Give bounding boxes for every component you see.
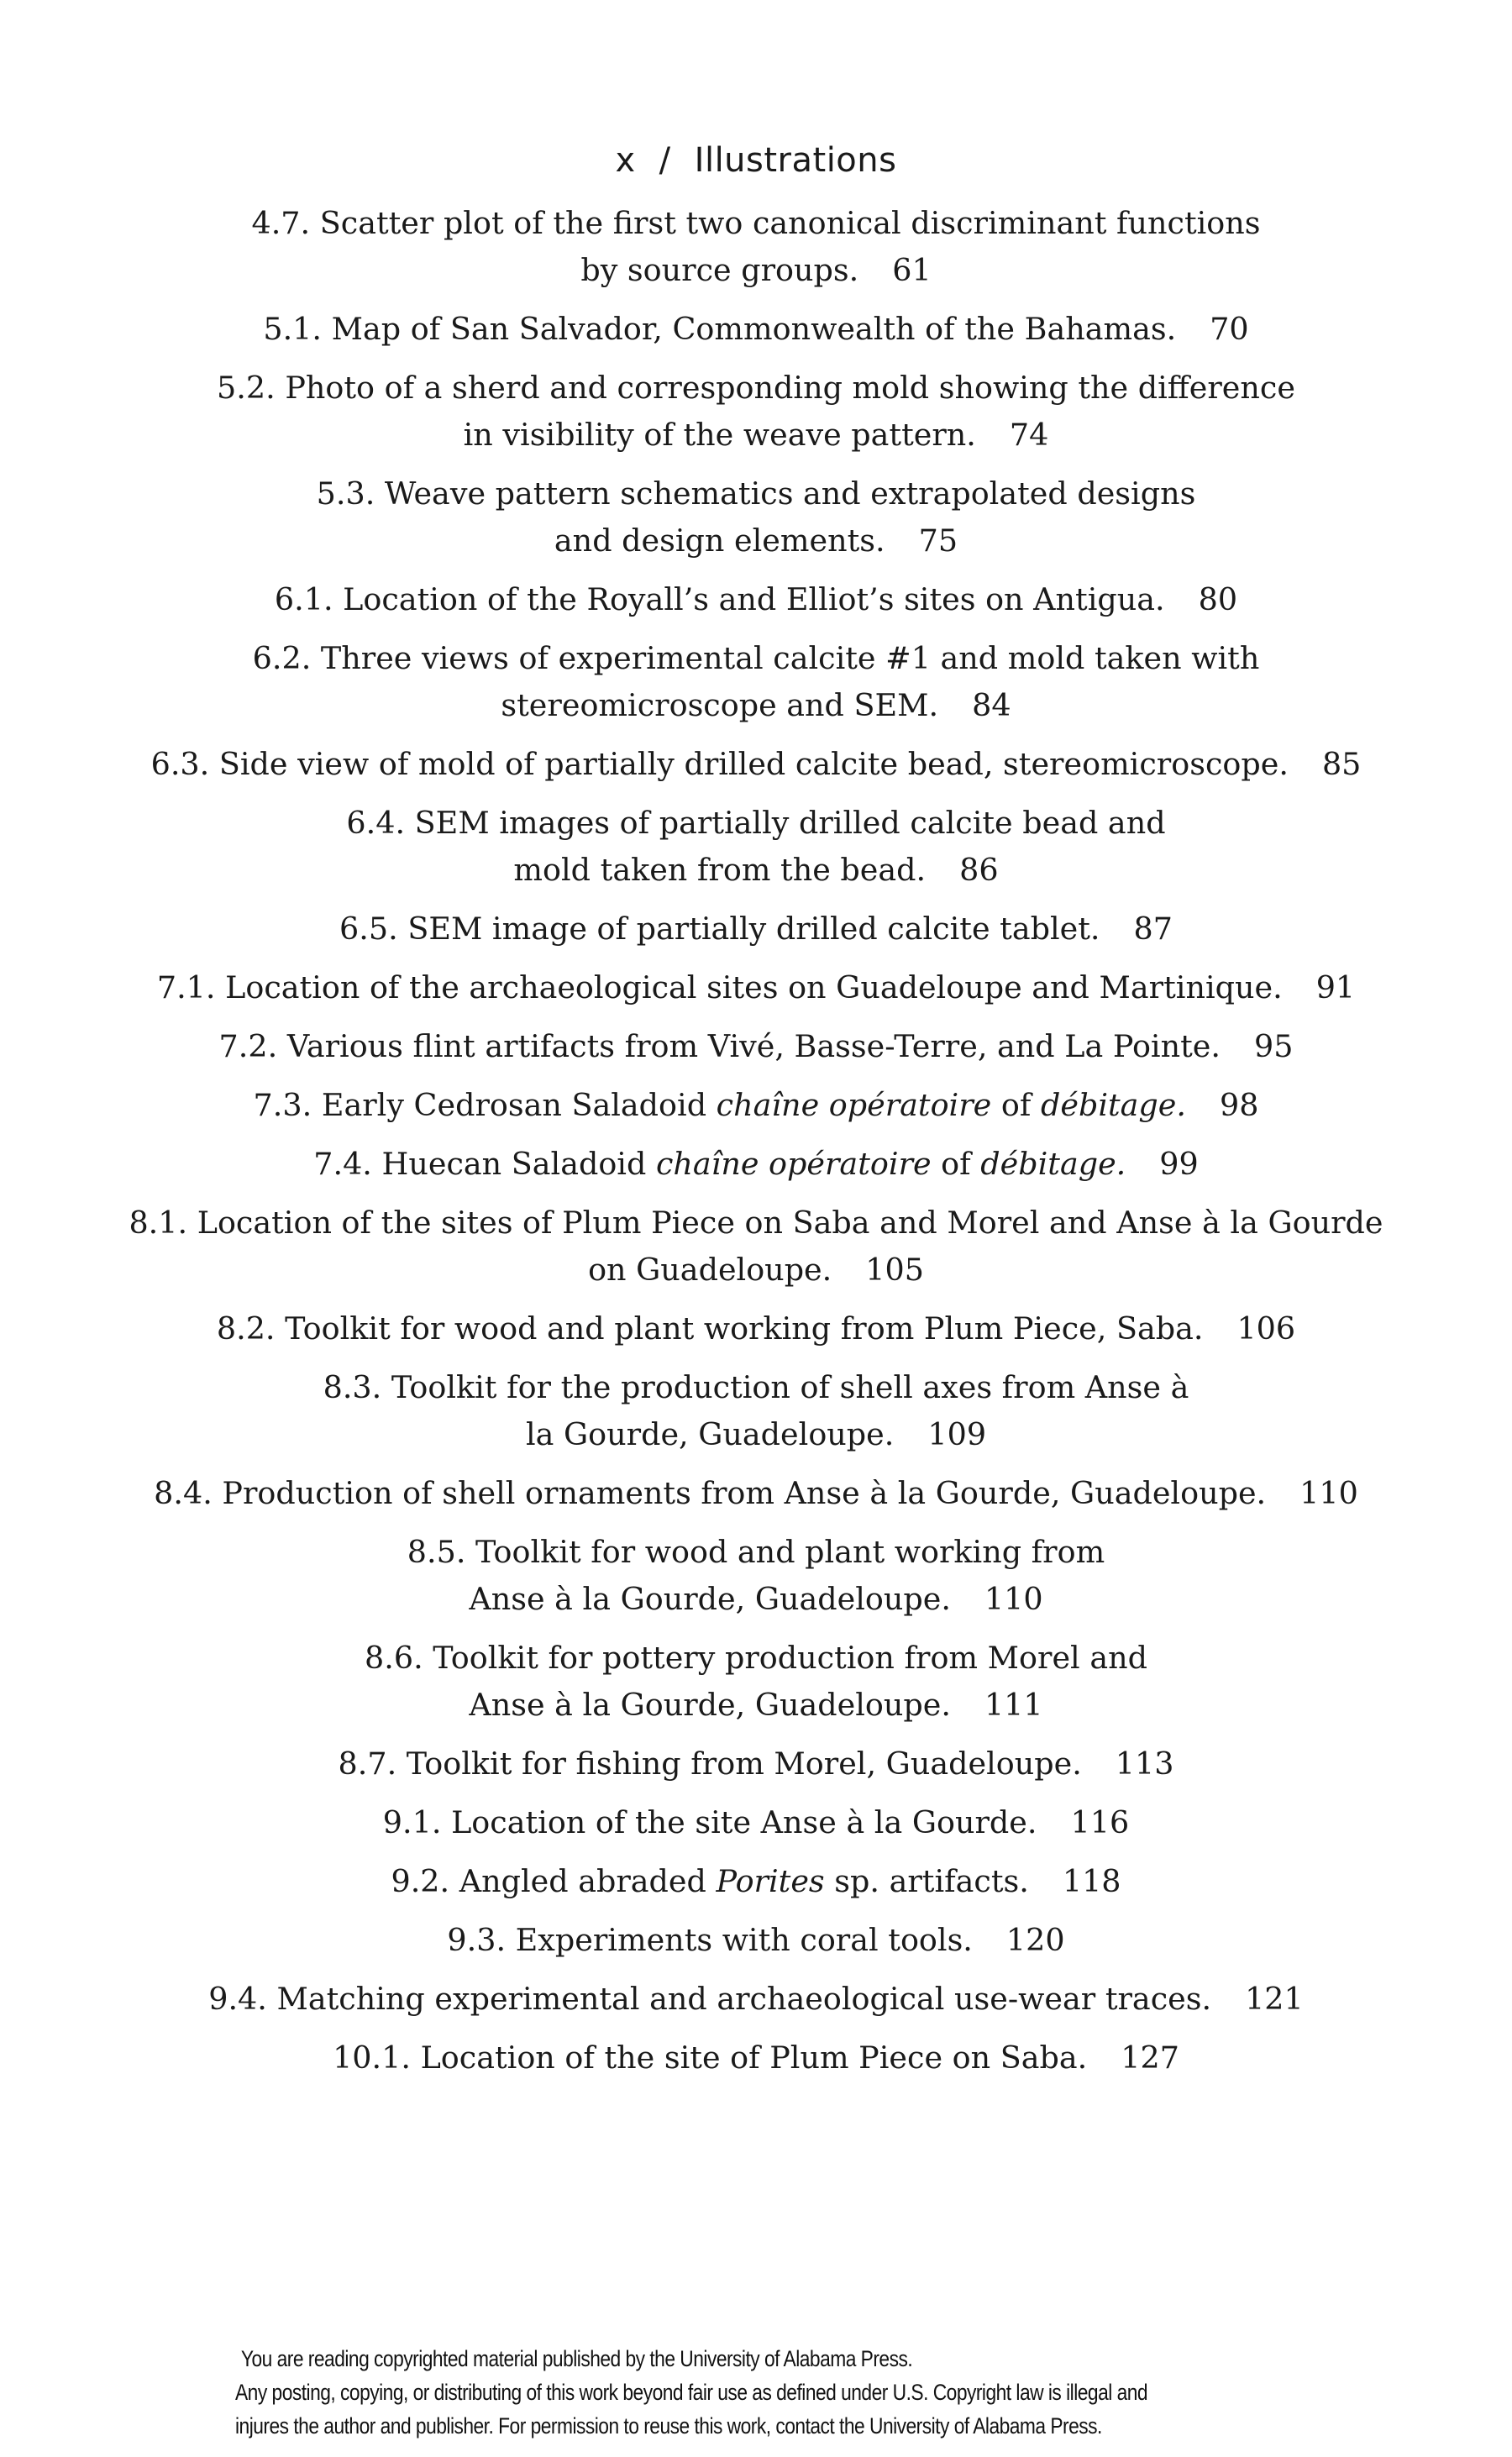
entry-page-number: 87 [1133,911,1173,947]
entry-caption: la Gourde, Guadeloupe. [525,1416,895,1452]
running-head-separator: / [659,141,671,180]
entry-caption: SEM image of partially drilled calcite tablet. [407,911,1100,947]
entry-line [126,847,1386,894]
entry-line [126,964,1386,1011]
entry-number: 4.7. [251,205,311,241]
illustration-entry [126,1200,1386,1294]
entry-number: 5.1. [263,311,323,347]
illustration-entry [126,1740,1386,1788]
entry-line [126,1976,1386,2023]
entry-caption: Toolkit for the production of shell axes from Anse à [391,1369,1189,1405]
entry-caption: stereomicroscope and SEM. [501,687,939,723]
entry-page-number: 109 [927,1416,987,1452]
illustration-entry [126,741,1386,788]
entry-number: 6.1. [274,581,333,617]
entry-number: 5.3. [316,475,375,512]
entry-page-number: 95 [1253,1028,1294,1064]
entry-caption: Side view of mold of partially drilled calcite bead, stereomicroscope. [218,746,1289,782]
entry-caption: Map of San Salvador, Commonwealth of the Bahamas. [331,311,1177,347]
illustration-entry [126,1470,1386,1517]
entry-caption: Toolkit for wood and plant working from Plum Piece, Saba. [285,1310,1204,1347]
entry-caption: of [931,1146,981,1182]
illustration-entry [126,1023,1386,1070]
entry-page-number: 118 [1062,1863,1121,1899]
entry-page-number: 70 [1210,311,1249,347]
entry-line [126,1082,1386,1129]
entry-caption: Matching experimental and archaeological use-wear traces. [276,1981,1212,2017]
entry-caption: sp. artifacts. [824,1863,1029,1899]
illustration-entry [126,576,1386,623]
illustration-entry [126,800,1386,894]
entry-page-number: 110 [1299,1475,1358,1511]
entry-line [126,1470,1386,1517]
entry-caption: Toolkit for pottery production from Morel and [433,1640,1147,1676]
entry-caption: Location of the site Anse à la Gourde. [451,1804,1037,1840]
illustration-entry [126,1858,1386,1905]
entry-page-number: 113 [1115,1746,1174,1782]
entry-caption: on Guadeloupe. [588,1252,832,1288]
entry-caption: Anse à la Gourde, Guadeloupe. [469,1687,951,1723]
illustration-entry [126,1529,1386,1623]
entry-page-number: 84 [972,687,1011,723]
page-number: x [615,141,636,180]
entry-page-number: 86 [959,852,999,888]
illustration-entry [126,1976,1386,2023]
entry-line [126,470,1386,517]
entry-line [126,1364,1386,1411]
entry-line [126,412,1386,459]
entry-line [126,1411,1386,1458]
entry-caption: Location of the sites of Plum Piece on Saba and Morel and Anse à la Gourde [197,1205,1383,1241]
entry-line [126,365,1386,412]
entry-line [126,1529,1386,1576]
entry-caption: Anse à la Gourde, Guadeloupe. [469,1581,951,1617]
entry-line [126,1023,1386,1070]
entry-caption: Three views of experimental calcite #1 and mold taken with [320,640,1260,676]
entry-line [126,741,1386,788]
entry-caption: Angled abraded [459,1863,717,1899]
entry-page-number: 106 [1236,1310,1296,1347]
entry-caption: Scatter plot of the first two canonical discriminant functions [319,205,1261,241]
entry-page-number: 74 [1009,417,1049,453]
illustration-entry [126,1364,1386,1458]
entry-caption: of [991,1087,1041,1123]
entry-line [126,306,1386,353]
illustration-entry [126,200,1386,294]
illustration-entry [126,635,1386,729]
entry-page-number: 120 [1005,1922,1065,1958]
entry-caption: SEM images of partially drilled calcite bead and [414,805,1166,841]
entry-caption: Experiments with coral tools. [515,1922,973,1958]
entry-caption: Location of the archaeological sites on Guadeloupe and Martinique. [225,969,1283,1005]
entry-line [126,1740,1386,1788]
entry-number: 6.5. [339,911,398,947]
entry-caption: Toolkit for fishing from Morel, Guadeloupe. [406,1746,1082,1782]
entry-line [126,1305,1386,1352]
entry-caption: Huecan Saladoid [381,1146,656,1182]
entry-page-number: 75 [918,522,958,559]
entry-line [126,635,1386,682]
entry-page-number: 105 [865,1252,924,1288]
entry-caption-italic: chaîne opératoire [716,1087,992,1123]
entry-page-number: 121 [1245,1981,1304,2017]
entry-page-number: 91 [1315,969,1356,1005]
illustration-entry [126,1305,1386,1352]
entry-number: 7.4. [313,1146,372,1182]
entry-caption: Location of the site of Plum Piece on Saba. [420,2040,1088,2076]
entry-number: 9.1. [382,1804,442,1840]
entry-number: 7.2. [218,1028,278,1064]
illustration-entry [126,906,1386,953]
copyright-line-2: Any posting, copying, or distributing of this work beyond fair use as defined under U.S. Copyright law is illegal and [235,2380,1148,2405]
entry-page-number: 99 [1159,1146,1199,1182]
entry-number: 9.4. [208,1981,267,2017]
entry-page-number: 116 [1070,1804,1130,1840]
illustration-entry [126,1141,1386,1188]
entry-line [126,200,1386,247]
entry-line [126,682,1386,729]
copyright-line-3: injures the author and publisher. For permission to reuse this work, contact the University of Alabama Press. [235,2413,1102,2439]
entry-number: 8.2. [216,1310,276,1347]
entry-page-number: 111 [984,1687,1043,1723]
entry-number: 9.3. [447,1922,507,1958]
illustration-entry [126,306,1386,353]
entry-caption-italic: débitage. [980,1146,1126,1182]
entry-line [126,517,1386,564]
illustration-entry [126,365,1386,459]
entry-caption: by source groups. [580,252,859,288]
entry-line [126,1858,1386,1905]
entry-line [126,906,1386,953]
illustration-entry [126,964,1386,1011]
entry-caption: Production of shell ornaments from Anse à la Gourde, Guadeloupe. [222,1475,1267,1511]
illustration-entry [126,1799,1386,1846]
entry-number: 8.4. [154,1475,213,1511]
entry-caption-italic: Porites [716,1863,825,1899]
entry-caption: in visibility of the weave pattern. [463,417,976,453]
entry-caption: Location of the Royall’s and Elliot’s sites on Antigua. [343,581,1165,617]
entry-number: 6.3. [150,746,210,782]
entry-number: 8.7. [338,1746,397,1782]
running-head [0,141,1512,180]
entry-line [126,1576,1386,1623]
entry-caption: Weave pattern schematics and extrapolated designs [384,475,1196,512]
entry-number: 8.1. [129,1205,188,1241]
entry-caption: Photo of a sherd and corresponding mold showing the difference [285,370,1295,406]
entry-number: 6.4. [346,805,406,841]
entry-page-number: 127 [1121,2040,1179,2076]
entry-line [126,1799,1386,1846]
entry-caption: mold taken from the bead. [513,852,927,888]
entry-line [126,1141,1386,1188]
entry-number: 10.1. [333,2040,411,2076]
entry-number: 6.2. [252,640,312,676]
entry-caption: Early Cedrosan Saladoid [321,1087,717,1123]
entry-line [126,1682,1386,1729]
illustration-entry [126,2034,1386,2082]
entry-line [126,800,1386,847]
entry-page-number: 98 [1220,1087,1259,1123]
entry-page-number: 110 [984,1581,1043,1617]
entry-number: 7.1. [156,969,216,1005]
entry-caption: and design elements. [554,522,885,559]
entry-line [126,247,1386,294]
entry-number: 8.5. [407,1534,466,1570]
section-title: Illustrations [694,141,897,180]
entry-page-number: 85 [1321,746,1362,782]
entry-line [126,1247,1386,1294]
entry-line [126,1635,1386,1682]
illustration-entry [126,1082,1386,1129]
illustration-entry [126,1635,1386,1729]
entry-page-number: 61 [892,252,932,288]
copyright-line-1: You are reading copyrighted material published by the University of Alabama Press. [240,2346,913,2371]
entry-line [126,2034,1386,2082]
entry-line [126,576,1386,623]
illustration-entry [126,470,1386,564]
entry-number: 7.3. [253,1087,312,1123]
entry-line [126,1200,1386,1247]
entry-number: 8.6. [365,1640,423,1676]
entry-caption-italic: chaîne opératoire [655,1146,932,1182]
illustrations-list [126,200,1386,2093]
entry-caption-italic: débitage. [1040,1087,1186,1123]
illustration-entry [126,1917,1386,1964]
entry-number: 5.2. [217,370,276,406]
entry-line [126,1917,1386,1964]
copyright-notice [235,2342,1247,2443]
entry-caption: Various flint artifacts from Vivé, Basse-Terre, and La Pointe. [286,1028,1221,1064]
entry-number: 8.3. [323,1369,382,1405]
entry-number: 9.2. [391,1863,450,1899]
entry-caption: Toolkit for wood and plant working from [475,1534,1105,1570]
entry-page-number: 80 [1198,581,1238,617]
